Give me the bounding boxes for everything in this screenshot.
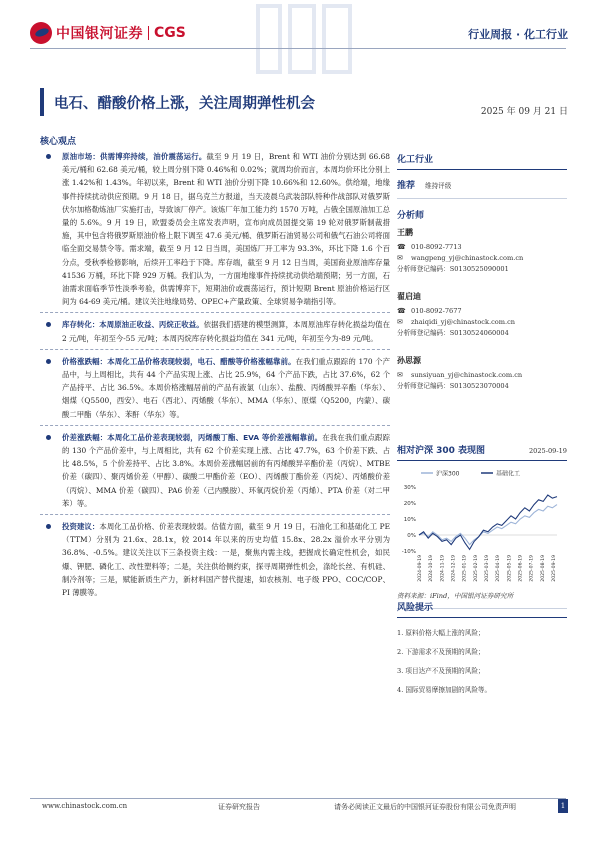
paragraph-divider xyxy=(40,349,390,350)
x-tick-label: 2025-01-19 xyxy=(462,555,468,582)
chart-header xyxy=(397,443,567,457)
paragraph-body: 在我在我们重点跟踪的 130 个产品价差中，与上周相比，共有 62 个价差实现上涨、占比 47.7%，63 个价差下跌、占比 48.5%，5 个价差持平、占比 3.8%。本周价差涨幅居前的有丙烯酸异辛酯价差（丙烷）、MTBE 价差（碳四）、聚丙烯价差（甲醇）、碳酸二甲酯价差（EO）、丙烯酸丁酯价差（丙烷）、丙烯酸价差（丙烷）、MMA 价差（碳四）、PA6 价差（己内酰胺）、环氧丙烷价差（丙烯）、PTA 价差（对二甲苯）等。 xyxy=(62,432,390,508)
analyst-heading: 分析师 xyxy=(397,211,425,221)
paragraph-body: 在我们重点跟踪的 170 个产品中，与上周相比，共有 44 个产品实现上涨、占比 25.9%，64 个产品下跌，占比 37.6%，62 个产品持平、占比 36.5%。本周价格涨幅居前的产品有液氯（山东）、盐酸、丙烯酸异辛酯（华东）、烟煤（Q5500，西安）、电石（西北）、丙烯酸（华东）、MMA（华东）、原煤（Q5200，内蒙）、碳酸二甲酯（华东）、苯酐（华东）等。 xyxy=(62,356,390,419)
bullet-icon xyxy=(46,435,51,440)
analyst-email: zhaiqidi_yj@chinastock.com.cn xyxy=(411,318,516,326)
report-date: 2025 年 09 月 21 日 xyxy=(480,107,568,117)
chart-rule xyxy=(397,460,567,461)
x-tick-label: 2024-12-19 xyxy=(451,555,457,582)
x-tick-label: 2025-08-19 xyxy=(540,555,546,582)
phone-icon: ☎ xyxy=(397,243,406,251)
y-tick-label: 20% xyxy=(403,501,416,507)
chart-title: 相对沪深 300 表现图 xyxy=(397,446,486,456)
brand-logo xyxy=(30,22,186,44)
core-viewpoint-heading: 核心观点 xyxy=(40,137,77,147)
analyst-card xyxy=(397,291,567,339)
paragraph-lead: 库存转化：本周原油正收益、丙烷正收益。 xyxy=(62,320,204,330)
paragraph-body: 本周化工品价格、价差表现较弱。估值方面，截至 9 月 19 日，石油化工和基础化工 PE（TTM）分别为 21.6x、28.1x，较 2014 年以来的历史均值 15.8x、28.2x 溢价水平分别为 36.8%、-0.5%。建议关注以下三条投资主线：一是，聚焦内需主线，把握成长确定性机会，如民爆、钾肥、磷化工、改性塑料等；二是，关注供给侧约束，探寻周期弹性机会，涤纶长丝、有机硅、制冷剂等；三是，赋能新质生产力，新材料国产替代提速，如农核剂、电子级 PPO、COC/COP、PI 薄膜等。 xyxy=(62,522,390,598)
footer-website[interactable]: www.chinastock.com.cn xyxy=(42,802,128,810)
main-content xyxy=(40,150,390,603)
paragraph-divider xyxy=(40,312,390,313)
paragraph-lead: 价差涨跌幅：本周化工品价差表现较弱，丙烯酸丁酯、EVA 等价差涨幅靠前。 xyxy=(62,432,323,442)
risk-item: 1. 原料价格大幅上涨的风险； xyxy=(397,629,485,637)
analyst-phone-row xyxy=(397,306,567,317)
analyst-email-row xyxy=(397,370,567,381)
relative-performance-block xyxy=(397,443,567,609)
paragraph-lead: 原油市场：供需博弈持续，油价震荡运行。 xyxy=(62,152,207,161)
report-type: 行业周报 · 化工行业 xyxy=(468,28,568,41)
chart-date: 2025-09-19 xyxy=(528,447,567,455)
analyst-phone: 010-8092-7713 xyxy=(411,243,462,251)
email-icon: ✉ xyxy=(397,254,403,262)
paragraph-inventory xyxy=(40,318,390,344)
rating-label: 推荐 xyxy=(397,181,416,191)
risk-item: 3. 项目达产不及预期的风险； xyxy=(397,667,485,675)
bullet-icon xyxy=(46,359,51,364)
analyst-name: 王鹏 xyxy=(397,228,413,237)
analyst-phone: 010-8092-7677 xyxy=(411,307,462,315)
analyst-reg: 分析师登记编码：S0130523070004 xyxy=(397,382,509,390)
watermark-graphic xyxy=(250,0,360,80)
paragraph-body: 依据我们搭建的模型测算，本周原油库存转化损益均值在 2 元/吨，年初至今-55 元/吨；本周丙烷库存转化损益均值在 341 元/吨，年初至今为-89 元/吨。 xyxy=(62,320,390,343)
legend-label: 基础化工 xyxy=(496,470,521,478)
performance-chart xyxy=(397,465,567,589)
rating-rule xyxy=(397,198,567,199)
series-line xyxy=(419,495,557,549)
industry-block xyxy=(397,152,567,199)
x-tick-label: 2025-02-19 xyxy=(473,555,479,582)
industry-rule xyxy=(397,169,567,170)
analyst-block xyxy=(397,208,567,392)
x-tick-label: 2024-11-19 xyxy=(440,555,446,582)
bullet-icon xyxy=(46,524,51,529)
y-tick-label: 0% xyxy=(407,533,416,539)
analyst-name: 翟启迪 xyxy=(397,292,421,301)
email-icon: ✉ xyxy=(397,318,403,326)
analyst-phone-row xyxy=(397,242,567,253)
title-accent-bar xyxy=(40,88,44,116)
phone-icon: ☎ xyxy=(397,307,406,315)
brand-divider xyxy=(148,26,149,40)
x-tick-label: 2025-05-19 xyxy=(507,555,513,582)
x-tick-label: 2025-03-19 xyxy=(485,555,490,582)
analyst-card xyxy=(397,227,567,275)
chart-source: 资料来源：iFind，中国银河证券研究所 xyxy=(397,592,514,600)
risk-list xyxy=(397,628,567,696)
report-title: 电石、醋酸价格上涨，关注周期弹性机会 xyxy=(54,96,315,112)
analyst-reg: 分析师登记编码：S0130525090001 xyxy=(397,265,509,273)
legend-label: 沪深300 xyxy=(436,470,460,478)
analyst-email-row xyxy=(397,253,567,264)
paragraph-investment-advice xyxy=(40,520,390,599)
analyst-card xyxy=(397,355,567,392)
risk-heading: 风险提示 xyxy=(397,603,434,613)
x-tick-label: 2025-09-19 xyxy=(552,555,557,582)
risk-rule xyxy=(397,617,567,618)
rating-value: 维持评级 xyxy=(425,182,452,190)
email-icon: ✉ xyxy=(397,371,403,379)
paragraph-price-change xyxy=(40,355,390,421)
industry-heading: 化工行业 xyxy=(397,155,434,165)
brand-name-en: CGS xyxy=(154,25,186,41)
analyst-email: wangpeng_yj@chinastock.com.cn xyxy=(411,254,524,262)
y-tick-label: 30% xyxy=(403,485,416,491)
footer-doc-type: 证券研究报告 xyxy=(218,803,260,811)
paragraph-oil-market xyxy=(40,150,390,308)
footer-disclaimer: 请务必阅读正文最后的中国银河证券股份有限公司免责声明 xyxy=(334,803,516,811)
header-divider xyxy=(30,48,566,49)
x-tick-label: 2025-06-19 xyxy=(518,555,524,582)
paragraph-body: 截至 9 月 19 日，Brent 和 WTI 油价分别达到 66.68 美元/桶和 62.68 美元/桶，较上周分别下降 0.46%和 0.02%；就周均价而言，本周均价环比分别上涨 1.42%和 1.43%。年初以来，Brent 和 WTI 油价分别下降 10.66%和 12.60%。供给端，地缘事件持续扰动供应预期。9 月 18 日，据乌克兰方报道，当天凌晨乌武装部队特种作战部队对俄罗斯伏尔加格勒炼油厂实施打击，导致该厂停产。该炼厂年加工能力约 1570 万吨，占俄全国原油加工总量的 5.6%。9 月 19 日，欧盟委员会主席发表声明，宣布向成员国提交第 19 轮对俄罗斯制裁措施，其中包含将俄罗斯原油价格上限下调至 47.6 美元/桶、俄罗斯石油贸易公司和俄气石油公司将面临全面交易禁令等。需求端，截至 9 月 12 日当周，美国炼厂开工率为 93.3%，环比下降 1.6 个百分点，受秋季检修影响，后续开工率趋于下降。库存端，截至 9 月 12 日当周，美国商业原油库存量 41536 万桶，环比下降 929 万桶。我们认为，一方面地缘事件持续扰动供给端预期；另一方面，石油需求面临季节性淡季考验，供需博弈下，短期油价或震荡运行，预计短期 Brent 原油价格运行区间为 64-69 美元/桶。建议关注地缘局势、OPEC+产量政策、全球贸易争端指引等。 xyxy=(62,152,390,307)
x-tick-label: 2025-07-19 xyxy=(529,555,535,582)
x-tick-label: 2024-10-19 xyxy=(429,555,435,582)
x-tick-label: 2024-09-19 xyxy=(418,555,423,582)
paragraph-lead: 价格涨跌幅：本周化工品价格表现较弱，电石、醋酸等价格涨幅靠前。 xyxy=(62,356,296,366)
brand-logo-icon xyxy=(30,22,52,44)
footer-divider xyxy=(30,798,566,799)
paragraph-divider xyxy=(40,425,390,426)
analyst-reg: 分析师登记编码：S0130524060004 xyxy=(397,329,509,337)
risk-item: 4. 国际贸易摩擦加剧的风险等。 xyxy=(397,686,492,694)
analyst-email: sunsiyuan_yj@chinastock.com.cn xyxy=(411,371,523,379)
risk-item: 2. 下游需求不及预期的风险； xyxy=(397,648,485,656)
analyst-email-row xyxy=(397,317,567,328)
paragraph-spread-change xyxy=(40,431,390,510)
bullet-icon xyxy=(46,322,51,327)
y-tick-label: -10% xyxy=(401,549,416,555)
page-number: 1 xyxy=(558,799,568,813)
risk-block xyxy=(397,600,567,704)
rating-row xyxy=(397,178,567,192)
paragraph-lead: 投资建议： xyxy=(62,522,100,532)
brand-name-cn: 中国银河证券 xyxy=(56,26,143,42)
bullet-icon xyxy=(46,154,51,159)
y-tick-label: 10% xyxy=(403,517,416,523)
x-tick-label: 2025-04-19 xyxy=(496,555,502,582)
paragraph-divider xyxy=(40,514,390,515)
analyst-name: 孙思源 xyxy=(397,356,421,365)
